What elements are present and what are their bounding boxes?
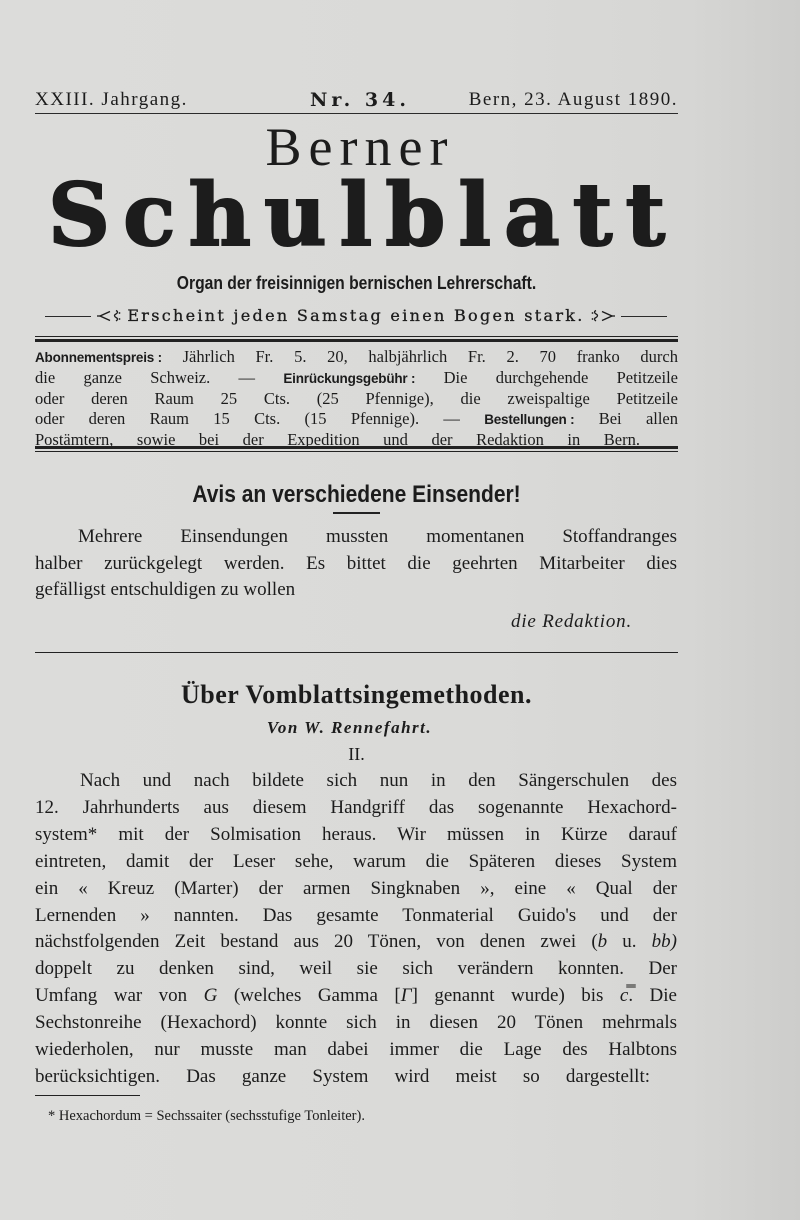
terms-text: Bei allen [574, 409, 679, 428]
note-name-bb: bb [651, 931, 671, 953]
terms-top-rule [35, 336, 678, 342]
article-text: . Die [628, 985, 677, 1007]
notice-short-rule [333, 512, 380, 514]
article-text: Nach und nach bildete sich nun in den Sängerschulen des [80, 770, 677, 791]
terms-line [35, 368, 678, 389]
terms-line [35, 409, 678, 430]
article-text: ) [670, 931, 677, 953]
ornament-left-icon [97, 309, 121, 323]
article-line [35, 822, 677, 849]
article-text: Sechstonreihe (Hexachord) konnte sich in diesen 20 Tönen mehrmals [35, 1012, 677, 1034]
article-text: Lernenden » nannten. Das gesamte Tonmaterial Guido's und der [35, 904, 677, 926]
frequency-line [45, 305, 667, 327]
terms-label-insertion-fee: Einrückungsgebühr : [283, 371, 416, 386]
terms-line [35, 389, 678, 409]
article-line [35, 929, 677, 956]
article-line [35, 903, 677, 930]
article-text: u. [607, 931, 652, 953]
article-line [35, 876, 677, 903]
article-text: nächstfolgenden Zeit bestand aus 20 Tönen, von denen zwei ( [35, 931, 598, 953]
article-text: eintreten, damit der Leser sehe, warum die Späteren dieses System [35, 850, 677, 872]
article-text: ein « Kreuz (Marter) der armen Singknaben », eine « Qual der [35, 877, 677, 899]
article-byline: Von W. Rennefahrt. [266, 718, 433, 737]
footnote: * Hexachordum = Sechssaiter (sechsstufige Tonleiter). [48, 1108, 365, 1124]
terms-text: oder deren Raum 15 Cts. (15 Pfennige). — [35, 409, 485, 428]
article-line [35, 795, 677, 822]
article-line [35, 1064, 650, 1091]
volume-label: XXIII. Jahrgang. [35, 89, 188, 110]
frequency-text: Erscheint jeden Samstag einen Bogen stark. [127, 306, 585, 325]
ornament-rule-right [621, 316, 667, 317]
article-text: Umfang war von [35, 985, 204, 1007]
ornament-rule-left [45, 316, 91, 317]
place-date: Bern, 23. August 1890. [468, 89, 678, 110]
terms-text: Jährlich Fr. 5. 20, halbjährlich Fr. 2. 70 franko durch [161, 347, 678, 366]
article-line [35, 1037, 677, 1064]
article-text: berücksichtigen. Das ganze System wird meist so dargestellt: [35, 1065, 650, 1087]
terms-bottom-rule [35, 446, 678, 452]
article-body [35, 768, 677, 1091]
article-line [35, 983, 677, 1010]
note-name-b: b [597, 931, 608, 953]
terms-label-subscription: Abonnementspreis : [35, 350, 162, 365]
article-text: wiederholen, nur musste man dabei immer die Lage des Halbtons [35, 1039, 677, 1061]
article-title: Über Vomblattsingemethoden. [180, 680, 533, 709]
terms-text: oder deren Raum 25 Cts. (25 Pfennige), die zweispaltige Petitzeile [35, 389, 678, 408]
article-section-number: II. [348, 744, 365, 764]
terms-text: die ganze Schweiz. — [35, 368, 284, 387]
article-line [35, 768, 677, 795]
terms-line [35, 347, 678, 368]
header-rule [35, 113, 678, 114]
article-text: 12. Jahrhunderts aus diesem Handgriff das sogenannte Hexachord- [35, 796, 677, 818]
terms-text: Postämtern, sowie bei der Expedition und der Redaktion in Bern. [35, 430, 640, 449]
article-line [35, 849, 677, 876]
note-name-g: G [203, 985, 218, 1007]
notice-heading: Avis an verschiedene Einsender! [192, 481, 521, 508]
masthead-title-main: Schulblatt [48, 165, 679, 266]
article-line [35, 1010, 677, 1037]
notice-line: Mehrere Einsendungen mussten momentanen Stoffandranges [78, 526, 677, 547]
notice-signature: die Redaktion. [511, 611, 632, 632]
note-name-c: c̿ [619, 985, 629, 1007]
article-text: (welches Gamma [ [217, 985, 401, 1007]
terms-label-orders: Bestellungen : [484, 412, 575, 427]
article-text: system* mit der Solmisation heraus. Wir müssen in Kürze darauf [35, 823, 677, 845]
terms-text: Die durchgehende Petitzeile [415, 368, 678, 387]
ornament-right-icon [591, 309, 615, 323]
article-line [35, 956, 677, 983]
notice-line: gefälligst entschuldigen zu wollen [35, 579, 296, 600]
notice-line: halber zurückgelegt werden. Es bittet die geehrten Mitarbeiter dies [35, 552, 677, 574]
masthead-subtitle: Organ der freisinnigen bernischen Lehrerschaft. [176, 273, 537, 293]
article-text: ] genannt wurde) bis [411, 985, 620, 1007]
section-rule [35, 652, 678, 653]
masthead-title-top: Berner [265, 117, 455, 177]
notice-paragraph [35, 524, 677, 604]
article-text: doppelt zu denken sind, weil sie sich verändern konnten. Der [35, 958, 677, 980]
gamma-symbol: Γ [400, 985, 412, 1007]
subscription-terms [35, 347, 678, 450]
issue-number: Nr. 34. [310, 89, 410, 111]
footnote-rule [35, 1095, 140, 1096]
